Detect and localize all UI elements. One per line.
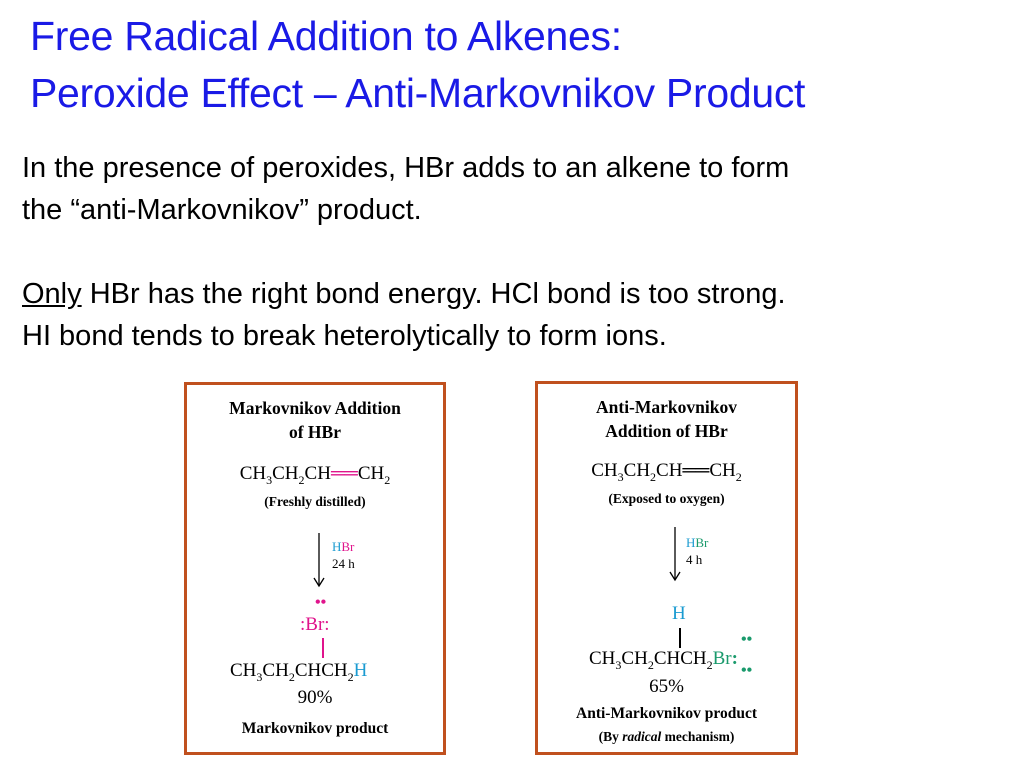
left-product-label: Markovnikov product: [241, 720, 389, 737]
left-reaction-arrow: [312, 533, 326, 589]
right-mechanism-note: [538, 728, 795, 746]
left-br-lone-pair-top: ••: [315, 594, 327, 611]
right-h-substituent: H: [672, 603, 686, 624]
left-reaction-time: 24 h: [332, 556, 355, 571]
left-product-formula: $CH_3CH_2CHCH_2H$: [230, 660, 368, 684]
right-product-formula: $CH_3CH_2CHCH_2Br$:: [589, 648, 738, 672]
body-p2-line2: HI bond tends to break heterolytically to form ions.: [22, 320, 667, 352]
left-reagent: HBr: [332, 539, 355, 554]
right-yield: 65%: [649, 676, 684, 697]
right-h-bond: [679, 628, 681, 648]
right-reaction-time: 4 h: [686, 552, 703, 567]
markovnikov-panel: [184, 382, 446, 755]
slide-body: [22, 147, 789, 357]
body-p1-line2: the “anti-Markovnikov” product.: [22, 194, 422, 226]
left-yield: 90%: [297, 687, 333, 708]
mechanism-prefix: (By: [598, 729, 623, 744]
right-product-label: Anti-Markovnikov product: [576, 705, 757, 722]
title-line-2: Peroxide Effect – Anti-Markovnikov Product: [30, 70, 806, 116]
body-p2-line1: [22, 273, 789, 315]
paragraph-spacer: [22, 231, 789, 273]
mechanism-suffix: mechanism): [661, 729, 735, 744]
right-reagent: HBr: [686, 535, 709, 550]
left-condition: (Freshly distilled): [264, 494, 366, 509]
left-br-substituent: :Br:: [300, 614, 330, 635]
body-p1-line1: In the presence of peroxides, HBr adds to an alkene to form: [22, 152, 790, 184]
only-emphasis: Only: [22, 278, 82, 310]
right-br-lone-pair-bottom: ••: [741, 662, 753, 679]
right-condition: (Exposed to oxygen): [608, 491, 725, 506]
slide-title: [30, 8, 805, 122]
right-reactant-formula: $CH_3CH_2CH══CH_2$: [591, 460, 742, 484]
right-br-lone-pair-top: ••: [741, 631, 753, 648]
left-reactant-formula: $CH_3CH_2CH══CH_2$: [239, 463, 391, 487]
right-heading-line2: Addition of HBr: [605, 421, 728, 441]
right-reaction-arrow: [668, 527, 682, 583]
left-heading-line2: of HBr: [288, 422, 341, 442]
left-br-bond: [322, 638, 324, 658]
left-heading-line1: Markovnikov Addition: [229, 398, 401, 418]
title-line-1: Free Radical Addition to Alkenes:: [30, 13, 622, 59]
anti-markovnikov-panel: [535, 381, 798, 755]
left-br-label: Br: [305, 614, 325, 635]
mechanism-word: radical: [622, 729, 662, 744]
right-heading-line1: Anti-Markovnikov: [596, 397, 737, 417]
body-p2-line1-rest: HBr has the right bond energy. HCl bond is too strong.: [81, 278, 786, 310]
